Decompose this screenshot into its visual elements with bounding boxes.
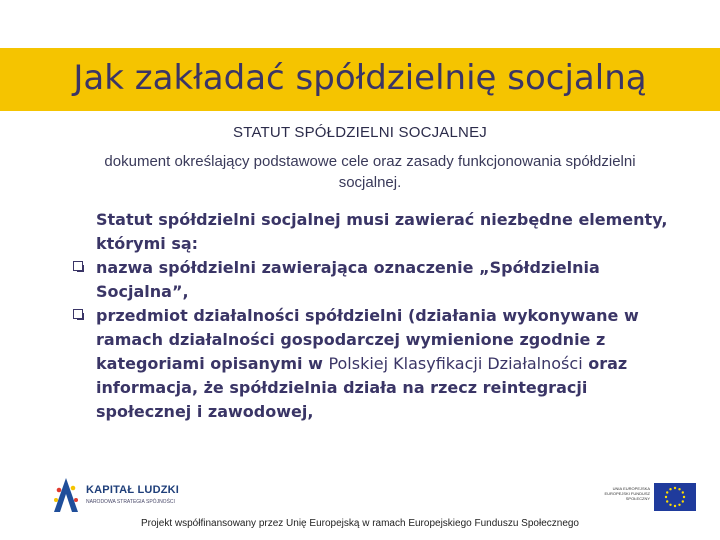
eu-flag-icon — [654, 483, 696, 511]
kapital-ludzki-emblem-icon — [50, 476, 82, 514]
list-item-text-part: przedmiot działalności spółdzielni (działania wykonywane w ramach działalności gospodarczej wymienione zgodnie z kategoriami opisanymi w — [96, 306, 639, 373]
list-item — [96, 304, 676, 424]
eu-logo — [600, 483, 700, 515]
section-description: dokument określający podstawowe cele oraz zasady funkcjonowania spółdzielni socjalnej. — [104, 153, 636, 191]
page-title: Jak zakładać spółdzielnię socjalną — [73, 58, 647, 98]
body-text — [96, 208, 676, 424]
list-item-text-part: Polskiej Klasyfikacji Działalności — [328, 354, 583, 373]
list-item — [96, 256, 676, 304]
intro-paragraph: Statut spółdzielni socjalnej musi zawierać niezbędne elementy, którymi są: — [96, 210, 668, 253]
kapital-ludzki-logo — [50, 470, 200, 520]
footer-funding-note: Projekt współfinansowany przez Unię Europejską w ramach Europejskiego Funduszu Społecznego — [140, 518, 579, 529]
logo-name: KAPITAŁ LUDZKI — [86, 484, 180, 496]
logo-subtitle: NARODOWA STRATEGIA SPÓJNOŚCI — [86, 499, 175, 505]
eu-logo-text: UNIA EUROPEJSKA EUROPEJSKI FUNDUSZ SPOŁECZNY — [604, 486, 650, 501]
checkbox-bullet-icon — [73, 261, 83, 271]
list-item-text: nazwa spółdzielni zawierająca oznaczenie „Spółdzielnia Socjalna”, — [96, 258, 600, 301]
checkbox-bullet-icon — [73, 309, 83, 319]
list-item-text-part: oraz informacja, że spółdzielnia działa na rzecz reintegracji społecznej i zawodowej, — [96, 354, 628, 421]
section-heading: STATUT SPÓŁDZIELNI SOCJALNEJ — [233, 124, 487, 141]
